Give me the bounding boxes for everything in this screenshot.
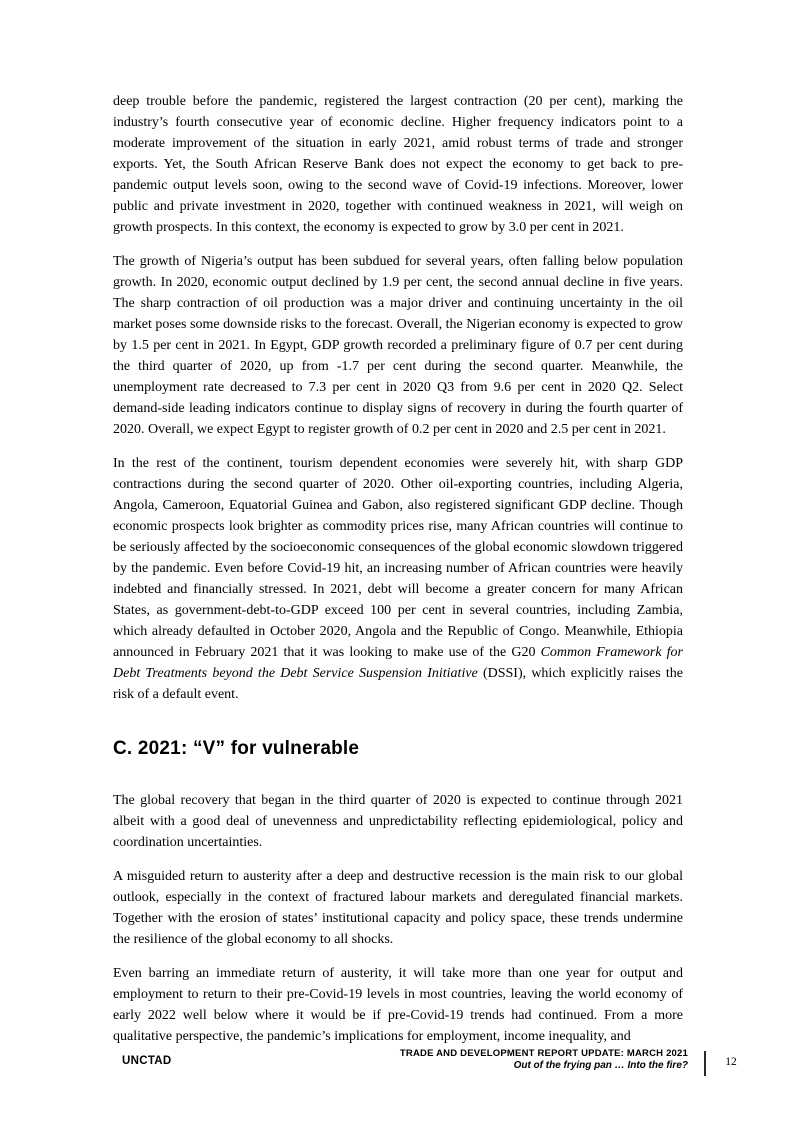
paragraph-global-recovery: The global recovery that began in the third quarter of 2020 is expected to continue through 2021 albeit with a good deal of unevenness and unpredictability reflecting epidemiological, policy and coordination uncertainties. <box>113 793 683 850</box>
paragraph-nigeria-egypt: The growth of Nigeria’s output has been subdued for several years, often falling below population growth. In 2020, economic output declined by 1.9 per cent, the second annual decline in five years. The sharp contraction of oil production was a major driver and continuing uncertainty in the oil market poses some downside risks to the forecast. Overall, the Nigerian economy is expected to grow by 1.5 per cent in 2021. In Egypt, GDP growth recorded a preliminary figure of 0.7 per cent during the third quarter of 2020, up from -1.7 per cent during the second quarter. Meanwhile, the unemployment rate decreased to 7.3 per cent in 2020 Q3 from 9.6 per cent in 2020 Q2. Select demand-side leading indicators continue to display signs of recovery in during the fourth quarter of 2020. Overall, we expect Egypt to register growth of 0.2 per cent in 2020 and 2.5 per cent in 2021. <box>113 254 683 437</box>
page-number: 12 <box>725 1056 737 1068</box>
footer-organization-label: UNCTAD <box>122 1055 172 1067</box>
footer-divider <box>704 1051 706 1076</box>
footer-report-info <box>400 1048 688 1072</box>
footer-report-subtitle: Out of the frying pan … Into the fire? <box>513 1060 688 1071</box>
paragraph-africa-debt <box>113 453 683 705</box>
page-body <box>113 91 683 1060</box>
paragraph-south-africa: deep trouble before the pandemic, registered the largest contraction (20 per cent), marking the industry’s fourth consecutive year of economic decline. Higher frequency indicators point to a moderate improvement of the situation in early 2021, amid robust terms of trade and stronger exports. Yet, the South African Reserve Bank does not expect the economy to get back to pre-pandemic output levels soon, owing to the second wave of Covid-19 infections. Moreover, lower public and private investment in 2020, together with continued weakness in 2021, will weigh on growth prospects. In this context, the economy is expected to grow by 3.0 per cent in 2021. <box>113 94 683 235</box>
paragraph-output-employment: Even barring an immediate return of austerity, it will take more than one year for output and employment to return to their pre-Covid-19 levels in most countries, leaving the world economy of early 2022 well below where it would be if pre-Covid-19 trends had continued. From a more qualitative perspective, the pandemic’s implications for employment, income inequality, and <box>113 966 683 1044</box>
section-heading-2021-v-for-vulnerable: C. 2021: “V” for vulnerable <box>113 738 360 759</box>
paragraph-africa-debt-lead: In the rest of the continent, tourism dependent economies were severely hit, with sharp GDP contractions during the second quarter of 2020. Other oil-exporting countries, including Algeria, Angola, Cameroon, Equatorial Guinea and Gabon, also registered significant GDP decline. Though economic prospects look brighter as commodity prices rise, many African countries will continue to be seriously affected by the socioeconomic consequences of the global economic slowdown triggered by the pandemic. Even before Covid-19 hit, an increasing number of African countries were heavily indebted and financially stressed. In 2021, debt will become a greater concern for many African States, as government-debt-to-GDP exceed 100 per cent in several countries, including Zambia, which already defaulted in October 2020, Angola and the Republic of Congo. Meanwhile, Ethiopia announced in February 2021 that it was looking to make use of the G20 <box>113 456 683 660</box>
framework-title-italic: Common Framework for Debt Treatments beyond the Debt Service Suspension Initiative <box>113 645 683 681</box>
page-footer <box>0 1046 793 1082</box>
paragraph-africa-debt-close: (DSSI), which explicitly raises the risk of a default event. <box>113 666 683 702</box>
paragraph-austerity-risk: A misguided return to austerity after a deep and destructive recession is the main risk to our global outlook, especially in the context of fractured labour markets and deregulated financial markets. Together with the erosion of states’ institutional capacity and policy space, these trends undermine the resilience of the global economy to all shocks. <box>113 869 683 947</box>
footer-report-title: TRADE AND DEVELOPMENT REPORT UPDATE: MARCH 2021 <box>399 1048 688 1059</box>
